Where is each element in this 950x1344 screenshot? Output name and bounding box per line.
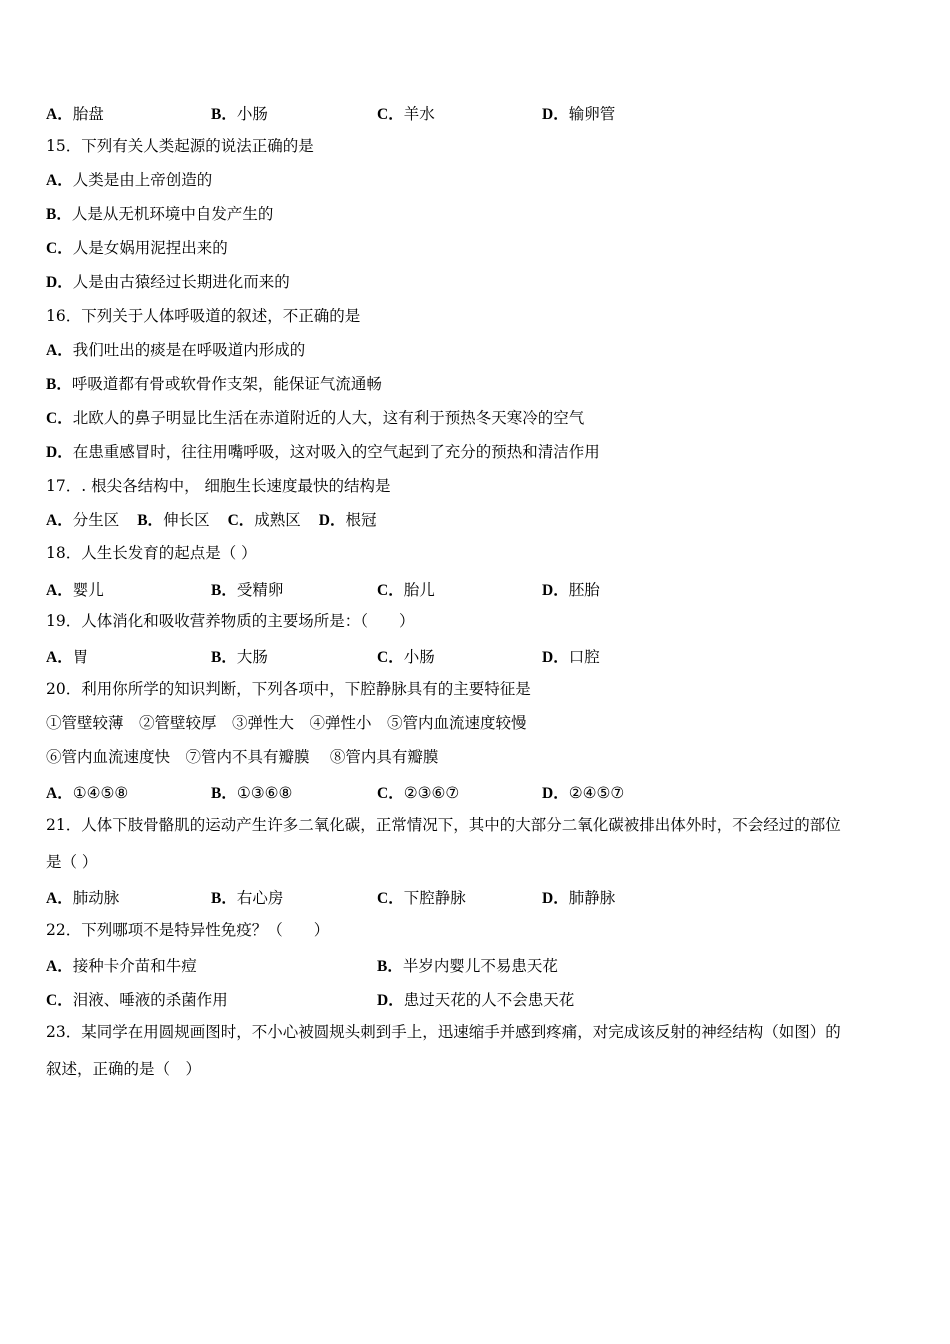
q20-features-line-2: ⑥管内血流速度快 ⑦管内不具有瓣膜 ⑧管内具有瓣膜 (46, 748, 439, 766)
q19-stem: 19．人体消化和吸收营养物质的主要场所是：（ ） (46, 612, 415, 630)
q15-option-a: A．人类是由上帝创造的 (46, 171, 213, 189)
q21-option-c: C．下腔静脉 (377, 889, 466, 907)
q22-option-b: B．半岁内婴儿不易患天花 (377, 957, 558, 975)
q23-stem-line-2: 叙述，正确的是（ ） (46, 1060, 202, 1078)
q15-option-d: D．人是由古猿经过长期进化而来的 (46, 273, 290, 291)
q20-features-line-1: ①管壁较薄 ②管壁较厚 ③弹性大 ④弹性小 ⑤管内血流速度较慢 (46, 714, 527, 732)
q16-option-a: A．我们吐出的痰是在呼吸道内形成的 (46, 341, 306, 359)
q17-option-d: D．根冠 (318, 511, 377, 529)
q19-option-c: C．小肠 (377, 648, 435, 666)
q21-option-d: D．肺静脉 (542, 889, 616, 907)
q14-option-d: D．输卵管 (542, 105, 616, 123)
q20-option-a: A．①④⑤⑧ (46, 784, 129, 802)
q19-option-b: B．大肠 (211, 648, 268, 666)
q18-option-a: A．婴儿 (46, 581, 104, 599)
q19-option-a: A．胃 (46, 648, 89, 666)
q20-stem: 20．利用你所学的知识判断，下列各项中，下腔静脉具有的主要特征是 (46, 680, 531, 698)
q23-stem-line-1: 23．某同学在用圆规画图时，不小心被圆规头刺到手上，迅速缩手并感到疼痛，对完成该反射的神经结构（如图）的 (46, 1023, 841, 1041)
q20-option-d: D．②④⑤⑦ (542, 784, 625, 802)
q16-option-b: B．呼吸道都有骨或软骨作支架，能保证气流通畅 (46, 375, 382, 393)
q16-stem: 16．下列关于人体呼吸道的叙述，不正确的是 (46, 307, 361, 325)
q20-option-b: B．①③⑥⑧ (211, 784, 293, 802)
q17-option-b: B．伸长区 (137, 511, 210, 529)
q22-option-c: C．泪液、唾液的杀菌作用 (46, 991, 228, 1009)
q21-option-a: A．肺动脉 (46, 889, 120, 907)
q20-option-c: C．②③⑥⑦ (377, 784, 460, 802)
q21-stem-line-2: 是（ ） (46, 853, 98, 871)
q21-stem-line-1: 21．人体下肢骨骼肌的运动产生许多二氧化碳，正常情况下，其中的大部分二氧化碳被排出体外时，不会经过的部位 (46, 816, 841, 834)
q15-option-c: C．人是女娲用泥捏出来的 (46, 239, 228, 257)
q15-stem: 15．下列有关人类起源的说法正确的是 (46, 137, 314, 155)
q22-option-d: D．患过天花的人不会患天花 (377, 991, 575, 1009)
q17-option-c: C．成熟区 (227, 511, 301, 529)
q18-option-d: D．胚胎 (542, 581, 600, 599)
q16-option-c: C．北欧人的鼻子明显比生活在赤道附近的人大，这有利于预热冬天寒冷的空气 (46, 409, 585, 427)
q18-stem: 18．人生长发育的起点是（ ） (46, 544, 257, 562)
q18-option-c: C．胎儿 (377, 581, 435, 599)
q15-option-b: B．人是从无机环境中自发产生的 (46, 205, 274, 223)
q18-option-b: B．受精卵 (211, 581, 284, 599)
q17-option-a: A．分生区 (46, 511, 120, 529)
q22-option-a: A．接种卡介苗和牛痘 (46, 957, 197, 975)
q21-option-b: B．右心房 (211, 889, 284, 907)
q14-option-a: A．胎盘 (46, 105, 104, 123)
q14-option-c: C．羊水 (377, 105, 435, 123)
q17-stem: 17．. 根尖各结构中， 细胞生长速度最快的结构是 (46, 477, 391, 495)
q16-option-d: D．在患重感冒时，往往用嘴呼吸，这对吸入的空气起到了充分的预热和清洁作用 (46, 443, 600, 461)
q22-stem: 22．下列哪项不是特异性免疫？（ ） (46, 921, 330, 939)
q17-options (46, 510, 377, 531)
q14-option-b: B．小肠 (211, 105, 268, 123)
q19-option-d: D．口腔 (542, 648, 600, 666)
